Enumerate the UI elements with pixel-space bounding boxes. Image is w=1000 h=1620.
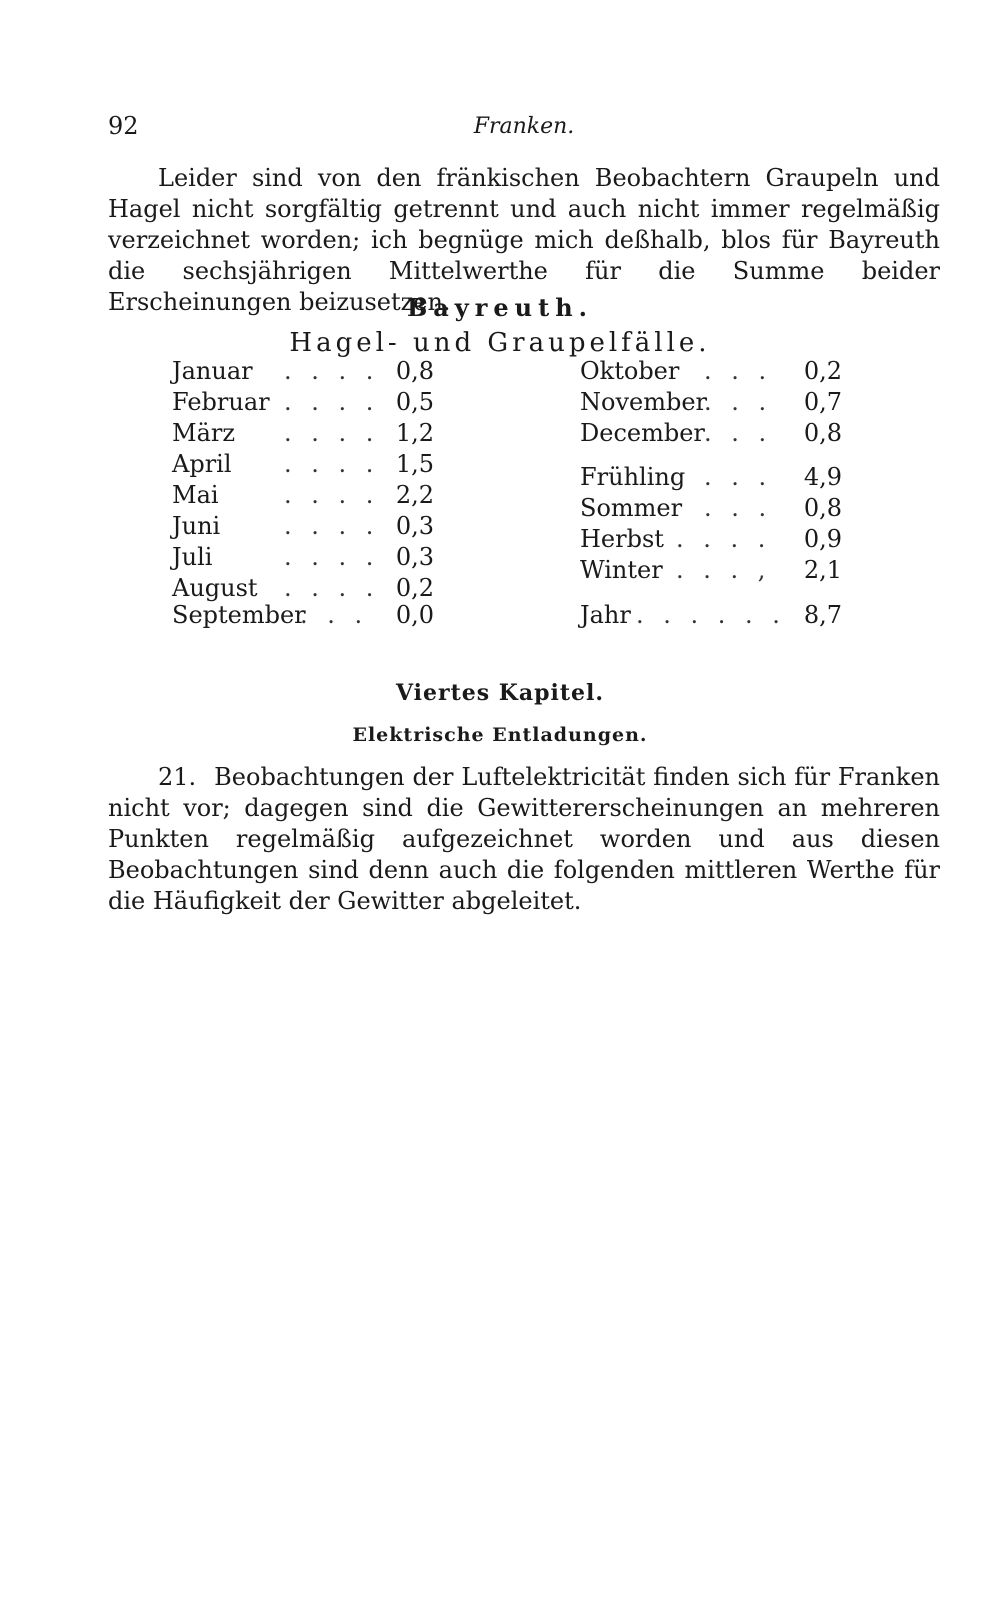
row-label: Januar bbox=[172, 357, 253, 385]
leader-dots: . . . bbox=[704, 419, 773, 447]
table-row bbox=[172, 418, 434, 448]
leader-dots: . . . bbox=[704, 357, 773, 385]
row-label: Februar bbox=[172, 388, 270, 416]
row-label: Winter bbox=[580, 556, 663, 584]
table-row bbox=[172, 480, 434, 510]
row-value: 0,2 bbox=[395, 574, 434, 602]
row-label: Sommer bbox=[580, 494, 683, 522]
leader-dots: . . . . . . bbox=[636, 601, 786, 629]
table-row bbox=[580, 418, 842, 448]
row-label: August bbox=[172, 574, 258, 602]
row-value: 0,8 bbox=[803, 419, 842, 447]
row-label: Jahr bbox=[580, 601, 631, 629]
row-label: December bbox=[580, 419, 705, 447]
table-row bbox=[580, 493, 842, 523]
leader-dots: . . . . bbox=[284, 388, 380, 416]
running-head: Franken. bbox=[473, 114, 575, 139]
leader-dots: . . . . bbox=[284, 419, 380, 447]
row-value: 1,2 bbox=[395, 419, 434, 447]
row-label: April bbox=[172, 450, 232, 478]
row-value: 0,3 bbox=[395, 512, 434, 540]
leader-dots: . . . bbox=[704, 463, 773, 491]
row-label: Juni bbox=[172, 512, 221, 540]
table-title: Hagel- und Graupelfälle. bbox=[289, 328, 711, 358]
row-value: 0,3 bbox=[395, 543, 434, 571]
row-label: März bbox=[172, 419, 235, 447]
table-row bbox=[172, 356, 434, 386]
table-row bbox=[172, 573, 434, 603]
row-label: November bbox=[580, 388, 708, 416]
page-number: 92 bbox=[108, 112, 139, 140]
table-row bbox=[580, 555, 842, 585]
table-row bbox=[172, 600, 434, 630]
leader-dots: . . . . bbox=[284, 574, 380, 602]
place-title: Bayreuth. bbox=[406, 293, 594, 322]
table-row bbox=[580, 524, 842, 554]
leader-dots: . . . . bbox=[284, 481, 380, 509]
leader-dots: . . . . bbox=[676, 525, 772, 553]
table-row bbox=[172, 387, 434, 417]
row-label: Frühling bbox=[580, 463, 686, 491]
leader-dots: . . . bbox=[704, 388, 773, 416]
intro-paragraph: Leider sind von den fränkischen Beobachtern Graupeln und Hagel nicht sorgfältig getrennt und auch nicht immer regelmäßig verzeichnet worden; ich begnüge mich deßhalb, blos für Bayreuth die sechsjährigen Mittelwerthe für die Summe beider Erscheinungen beizusetzen. bbox=[108, 164, 940, 316]
row-label: Juli bbox=[172, 543, 213, 571]
row-value: 0,2 bbox=[803, 357, 842, 385]
table-row bbox=[172, 449, 434, 479]
row-value: 2,2 bbox=[395, 481, 434, 509]
row-value: 8,7 bbox=[803, 601, 842, 629]
leader-dots: . . . bbox=[704, 494, 773, 522]
page-header bbox=[108, 112, 940, 146]
table-row bbox=[580, 462, 842, 492]
row-value: 0,8 bbox=[395, 357, 434, 385]
row-label: September bbox=[172, 601, 306, 629]
row-value: 0,7 bbox=[803, 388, 842, 416]
table-row bbox=[172, 542, 434, 572]
table-row bbox=[172, 511, 434, 541]
chapter-title: Viertes Kapitel. bbox=[395, 680, 605, 706]
row-label: Oktober bbox=[580, 357, 680, 385]
row-label: Herbst bbox=[580, 525, 664, 553]
leader-dots: . . . bbox=[300, 601, 369, 629]
section-title: Elektrische Entladungen. bbox=[352, 724, 648, 746]
row-value: 0,8 bbox=[803, 494, 842, 522]
section-21-paragraph bbox=[108, 762, 940, 917]
leader-dots: . . . . bbox=[284, 357, 380, 385]
row-value: 2,1 bbox=[803, 556, 842, 584]
table-row bbox=[580, 387, 842, 417]
leader-dots: . . . . bbox=[284, 543, 380, 571]
row-value: 4,9 bbox=[803, 463, 842, 491]
leader-dots: . . . . bbox=[284, 512, 380, 540]
row-value: 0,9 bbox=[803, 525, 842, 553]
leader-dots: . . . . bbox=[284, 450, 380, 478]
table-row bbox=[580, 356, 842, 386]
row-value: 0,5 bbox=[395, 388, 434, 416]
section-number: 21. bbox=[158, 763, 197, 791]
row-value: 1,5 bbox=[395, 450, 434, 478]
row-value: 0,0 bbox=[395, 601, 434, 629]
table-row bbox=[580, 600, 842, 630]
row-label: Mai bbox=[172, 481, 219, 509]
leader-dots: . . . , bbox=[676, 556, 772, 584]
section-text: Beobachtungen der Luftelektricität finden sich für Franken nicht vor; dagegen sind die Gewittererscheinungen an mehreren Punkten regelmäßig aufgezeichnet worden und aus diesen Beobachtungen sind denn auch die folgenden mittleren Werthe für die Häufigkeit der Gewitter abgeleitet. bbox=[108, 763, 940, 915]
